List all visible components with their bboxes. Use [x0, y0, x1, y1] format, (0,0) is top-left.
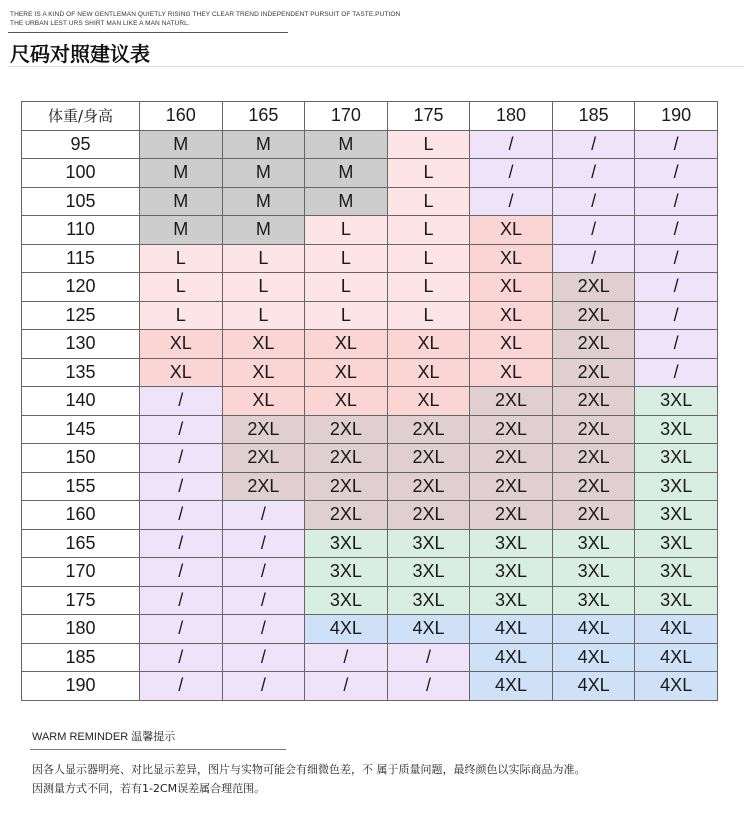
weight-cell: 155 — [22, 472, 140, 501]
size-cell: XL — [222, 387, 305, 416]
size-cell: XL — [470, 301, 553, 330]
size-cell: / — [222, 529, 305, 558]
size-cell: L — [140, 273, 223, 302]
size-cell: 2XL — [552, 301, 635, 330]
size-cell: / — [387, 672, 470, 701]
table-row — [22, 672, 718, 701]
size-cell: 2XL — [305, 444, 388, 473]
size-cell: 4XL — [635, 643, 718, 672]
size-cell: 2XL — [552, 415, 635, 444]
size-cell: XL — [470, 273, 553, 302]
size-cell: L — [387, 273, 470, 302]
size-cell: / — [140, 586, 223, 615]
size-cell: / — [635, 358, 718, 387]
header-divider — [8, 32, 288, 33]
size-cell: 3XL — [552, 558, 635, 587]
size-cell: / — [305, 643, 388, 672]
weight-cell: 170 — [22, 558, 140, 587]
size-cell: 2XL — [387, 472, 470, 501]
size-cell: 2XL — [222, 472, 305, 501]
size-cell: L — [222, 244, 305, 273]
size-cell: 4XL — [470, 672, 553, 701]
size-cell: / — [140, 501, 223, 530]
weight-cell: 105 — [22, 187, 140, 216]
reminder-note-color: 因各人显示器明亮、对比显示差异，图片与实物可能会有细微色差，不 属于质量问题，最终颜色以实际商品为准。 — [32, 763, 586, 776]
size-cell: XL — [387, 387, 470, 416]
size-cell: XL — [387, 330, 470, 359]
size-cell: L — [305, 216, 388, 245]
size-cell: M — [222, 130, 305, 159]
reminder-heading-cn: 温馨提示 — [131, 730, 176, 743]
size-cell: 2XL — [552, 358, 635, 387]
size-cell: 3XL — [635, 415, 718, 444]
size-cell: 2XL — [305, 472, 388, 501]
table-row — [22, 273, 718, 302]
weight-cell: 160 — [22, 501, 140, 530]
reminder-heading-en: WARM REMINDER — [32, 731, 129, 743]
weight-cell: 120 — [22, 273, 140, 302]
size-cell: / — [635, 216, 718, 245]
size-cell: XL — [305, 387, 388, 416]
weight-cell: 165 — [22, 529, 140, 558]
size-cell: L — [305, 244, 388, 273]
weight-cell: 115 — [22, 244, 140, 273]
table-row — [22, 216, 718, 245]
weight-cell: 145 — [22, 415, 140, 444]
weight-cell: 95 — [22, 130, 140, 159]
size-cell: L — [305, 301, 388, 330]
size-cell: L — [387, 187, 470, 216]
weight-cell: 140 — [22, 387, 140, 416]
size-cell: / — [140, 472, 223, 501]
size-cell: / — [140, 387, 223, 416]
size-cell: XL — [305, 358, 388, 387]
size-cell: 2XL — [470, 472, 553, 501]
size-cell: 3XL — [552, 586, 635, 615]
size-cell: / — [470, 159, 553, 188]
size-cell: M — [305, 159, 388, 188]
size-cell: XL — [305, 330, 388, 359]
table-row — [22, 301, 718, 330]
size-cell: / — [635, 159, 718, 188]
size-cell: L — [222, 273, 305, 302]
size-cell: 3XL — [635, 558, 718, 587]
size-cell: / — [387, 643, 470, 672]
size-cell: XL — [470, 216, 553, 245]
size-cell: 3XL — [305, 558, 388, 587]
weight-cell: 110 — [22, 216, 140, 245]
size-cell: L — [222, 301, 305, 330]
size-cell: / — [635, 130, 718, 159]
size-cell: XL — [387, 358, 470, 387]
size-cell: / — [140, 529, 223, 558]
size-cell: 2XL — [222, 415, 305, 444]
size-cell: L — [305, 273, 388, 302]
weight-cell: 175 — [22, 586, 140, 615]
table-row — [22, 615, 718, 644]
table-row — [22, 244, 718, 273]
size-cell: 4XL — [470, 643, 553, 672]
table-row — [22, 130, 718, 159]
size-cell: XL — [470, 244, 553, 273]
size-cell: 2XL — [470, 387, 553, 416]
size-cell: 2XL — [552, 444, 635, 473]
table-row — [22, 529, 718, 558]
size-cell: / — [470, 187, 553, 216]
height-header-165: 165 — [222, 102, 305, 131]
size-cell: XL — [222, 330, 305, 359]
size-cell: / — [635, 330, 718, 359]
size-cell: 4XL — [552, 672, 635, 701]
weight-cell: 185 — [22, 643, 140, 672]
weight-cell: 135 — [22, 358, 140, 387]
size-cell: XL — [222, 358, 305, 387]
size-cell: 3XL — [635, 444, 718, 473]
size-cell: 3XL — [635, 586, 718, 615]
table-row — [22, 358, 718, 387]
height-header-row — [22, 102, 718, 131]
size-cell: 2XL — [387, 444, 470, 473]
weight-cell: 190 — [22, 672, 140, 701]
table-row — [22, 444, 718, 473]
size-cell: 2XL — [305, 415, 388, 444]
size-cell: M — [140, 216, 223, 245]
table-row — [22, 501, 718, 530]
size-cell: M — [305, 187, 388, 216]
size-cell: / — [305, 672, 388, 701]
size-cell: 3XL — [387, 558, 470, 587]
height-header-185: 185 — [552, 102, 635, 131]
size-cell: 3XL — [305, 529, 388, 558]
size-cell: M — [305, 130, 388, 159]
size-cell: 3XL — [635, 387, 718, 416]
size-cell: / — [552, 244, 635, 273]
size-cell: / — [222, 586, 305, 615]
size-cell: 2XL — [552, 472, 635, 501]
weight-cell: 100 — [22, 159, 140, 188]
size-cell: 3XL — [635, 501, 718, 530]
weight-cell: 130 — [22, 330, 140, 359]
size-cell: 2XL — [222, 444, 305, 473]
title-divider — [8, 66, 744, 67]
size-cell: / — [140, 415, 223, 444]
size-cell: 2XL — [470, 444, 553, 473]
size-cell: 3XL — [305, 586, 388, 615]
size-cell: 2XL — [552, 387, 635, 416]
size-cell: XL — [140, 358, 223, 387]
size-cell: / — [552, 159, 635, 188]
height-header-190: 190 — [635, 102, 718, 131]
size-cell: / — [140, 615, 223, 644]
size-cell: / — [222, 643, 305, 672]
weight-cell: 180 — [22, 615, 140, 644]
size-cell: M — [222, 216, 305, 245]
corner-header: 体重/身高 — [22, 102, 140, 131]
size-cell: 4XL — [387, 615, 470, 644]
size-cell: 4XL — [635, 672, 718, 701]
size-cell: L — [387, 130, 470, 159]
size-cell: 4XL — [552, 615, 635, 644]
size-cell: XL — [470, 358, 553, 387]
height-header-170: 170 — [305, 102, 388, 131]
size-chart-body — [22, 130, 718, 700]
table-row — [22, 330, 718, 359]
size-cell: / — [222, 672, 305, 701]
size-cell: 4XL — [552, 643, 635, 672]
size-cell: / — [552, 130, 635, 159]
size-cell: 2XL — [552, 330, 635, 359]
size-cell: L — [387, 244, 470, 273]
size-cell: / — [222, 615, 305, 644]
size-cell: M — [140, 159, 223, 188]
size-cell: / — [635, 301, 718, 330]
size-cell: M — [140, 187, 223, 216]
size-cell: L — [387, 301, 470, 330]
slogan-line-1: THERE IS A KIND OF NEW GENTLEMAN QUIETLY RISING THEY CLEAR TREND INDEPENDENT PURSUIT OF TASTE.PUTION — [10, 11, 401, 18]
size-cell: L — [387, 216, 470, 245]
table-row — [22, 159, 718, 188]
size-cell: 4XL — [470, 615, 553, 644]
size-cell: 2XL — [552, 273, 635, 302]
slogan-line-2: THE URBAN LEST URS SHIRT MAN LIKE A MAN NATURL. — [10, 20, 190, 27]
header-slogan — [10, 10, 400, 28]
size-cell: 4XL — [635, 615, 718, 644]
size-cell: / — [140, 672, 223, 701]
size-cell: / — [635, 273, 718, 302]
height-header-175: 175 — [387, 102, 470, 131]
size-cell: 3XL — [470, 586, 553, 615]
table-row — [22, 387, 718, 416]
size-cell: 2XL — [552, 501, 635, 530]
size-cell: M — [222, 159, 305, 188]
size-cell: 2XL — [387, 501, 470, 530]
size-cell: 2XL — [387, 415, 470, 444]
table-row — [22, 643, 718, 672]
size-cell: / — [552, 216, 635, 245]
size-cell: L — [140, 301, 223, 330]
size-cell: / — [140, 444, 223, 473]
size-cell: L — [387, 159, 470, 188]
size-cell: L — [140, 244, 223, 273]
height-header-160: 160 — [140, 102, 223, 131]
size-cell: 2XL — [470, 501, 553, 530]
table-row — [22, 187, 718, 216]
warm-reminder-heading — [32, 728, 175, 744]
size-cell: 3XL — [635, 529, 718, 558]
size-cell: 2XL — [470, 415, 553, 444]
size-cell: XL — [140, 330, 223, 359]
page-title: 尺码对照建议表 — [10, 42, 150, 66]
size-cell: 3XL — [470, 529, 553, 558]
size-cell: 4XL — [305, 615, 388, 644]
table-row — [22, 586, 718, 615]
size-chart-table — [21, 101, 718, 701]
size-cell: 3XL — [635, 472, 718, 501]
size-cell: M — [222, 187, 305, 216]
table-row — [22, 472, 718, 501]
reminder-divider — [30, 749, 286, 750]
size-cell: 3XL — [470, 558, 553, 587]
weight-cell: 150 — [22, 444, 140, 473]
size-cell: 3XL — [552, 529, 635, 558]
table-row — [22, 558, 718, 587]
size-cell: 3XL — [387, 586, 470, 615]
weight-cell: 125 — [22, 301, 140, 330]
size-cell: / — [222, 558, 305, 587]
size-cell: 2XL — [305, 501, 388, 530]
table-row — [22, 415, 718, 444]
size-cell: / — [222, 501, 305, 530]
reminder-note-measurement: 因测量方式不同，若有1-2CM误差属合理范围。 — [32, 782, 266, 795]
size-cell: / — [635, 244, 718, 273]
size-cell: / — [552, 187, 635, 216]
size-cell: / — [635, 187, 718, 216]
height-header-180: 180 — [470, 102, 553, 131]
size-cell: / — [140, 643, 223, 672]
size-cell: XL — [470, 330, 553, 359]
size-cell: M — [140, 130, 223, 159]
size-cell: 3XL — [387, 529, 470, 558]
size-cell: / — [470, 130, 553, 159]
size-cell: / — [140, 558, 223, 587]
